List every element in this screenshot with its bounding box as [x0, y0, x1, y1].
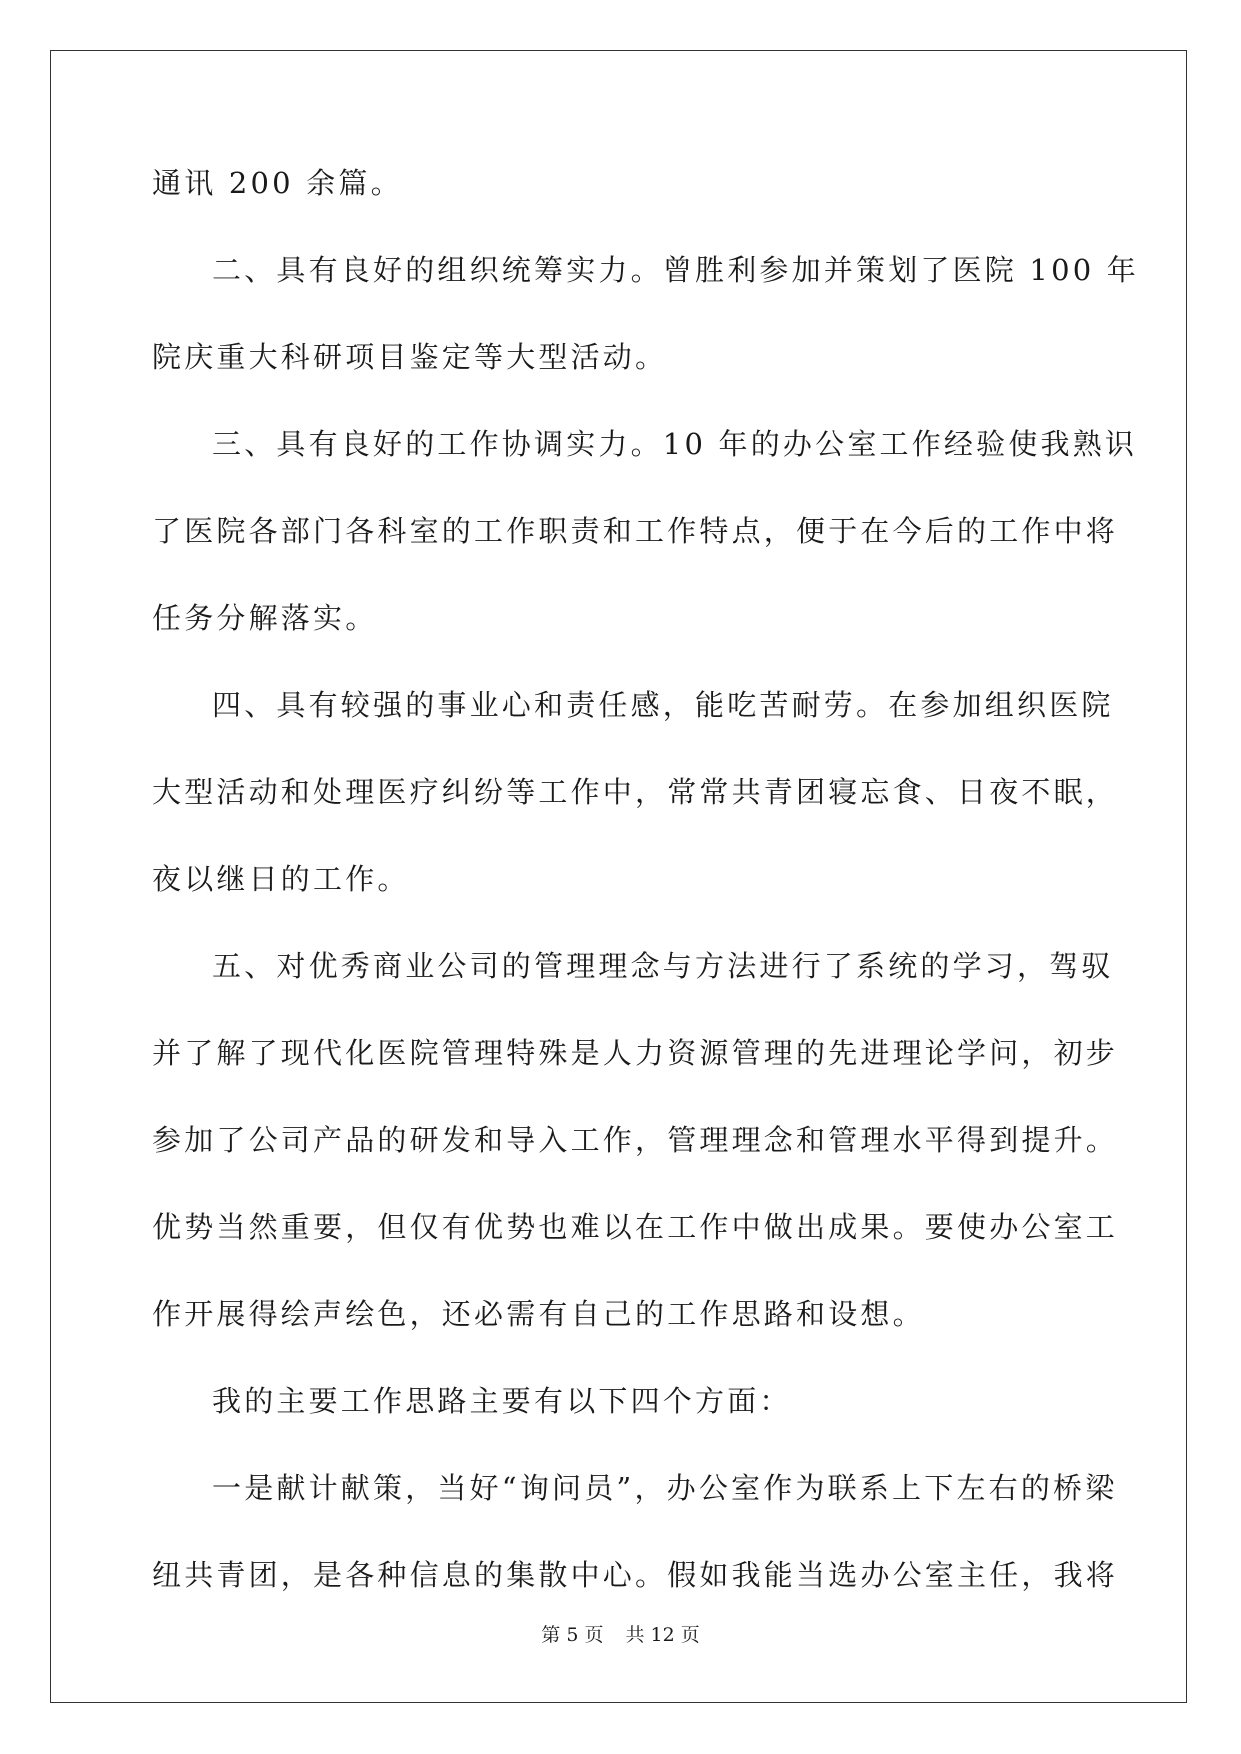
text-line: 二、具有良好的组织统筹实力。曾胜利参加并策划了医院 100 年	[212, 253, 1139, 287]
text-line: 三、具有良好的工作协调实力。10 年的办公室工作经验使我熟识	[212, 427, 1138, 461]
text-line: 优势当然重要，但仅有优势也难以在工作中做出成果。要使办公室工	[152, 1210, 1119, 1244]
page-number: 第 5 页	[541, 1624, 604, 1646]
text-line: 夜以继日的工作。	[152, 862, 410, 896]
page-total: 共 12 页	[625, 1624, 700, 1646]
text-line: 四、具有较强的事业心和责任感，能吃苦耐劳。在参加组织医院	[212, 688, 1114, 722]
page-footer	[0, 1620, 1241, 1647]
text-line: 院庆重大科研项目鉴定等大型活动。	[152, 340, 668, 374]
text-line: 了医院各部门各科室的工作职责和工作特点，便于在今后的工作中将	[152, 514, 1119, 548]
text-line: 纽共青团，是各种信息的集散中心。假如我能当选办公室主任，我将	[152, 1558, 1119, 1592]
text-line: 大型活动和处理医疗纠纷等工作中，常常共青团寝忘食、日夜不眠，	[152, 775, 1119, 809]
text-line: 作开展得绘声绘色，还必需有自己的工作思路和设想。	[152, 1297, 925, 1331]
text-line: 通讯 200 余篇。	[152, 166, 403, 200]
text-line: 参加了公司产品的研发和导入工作，管理理念和管理水平得到提升。	[152, 1123, 1119, 1157]
text-line: 我的主要工作思路主要有以下四个方面：	[212, 1384, 792, 1418]
text-line: 五、对优秀商业公司的管理理念与方法进行了系统的学习，驾驭	[212, 949, 1114, 983]
text-line: 并了解了现代化医院管理特殊是人力资源管理的先进理论学问，初步	[152, 1036, 1119, 1070]
text-line: 任务分解落实。	[152, 601, 378, 635]
text-line: 一是献计献策，当好“询问员”，办公室作为联系上下左右的桥梁	[212, 1471, 1118, 1505]
